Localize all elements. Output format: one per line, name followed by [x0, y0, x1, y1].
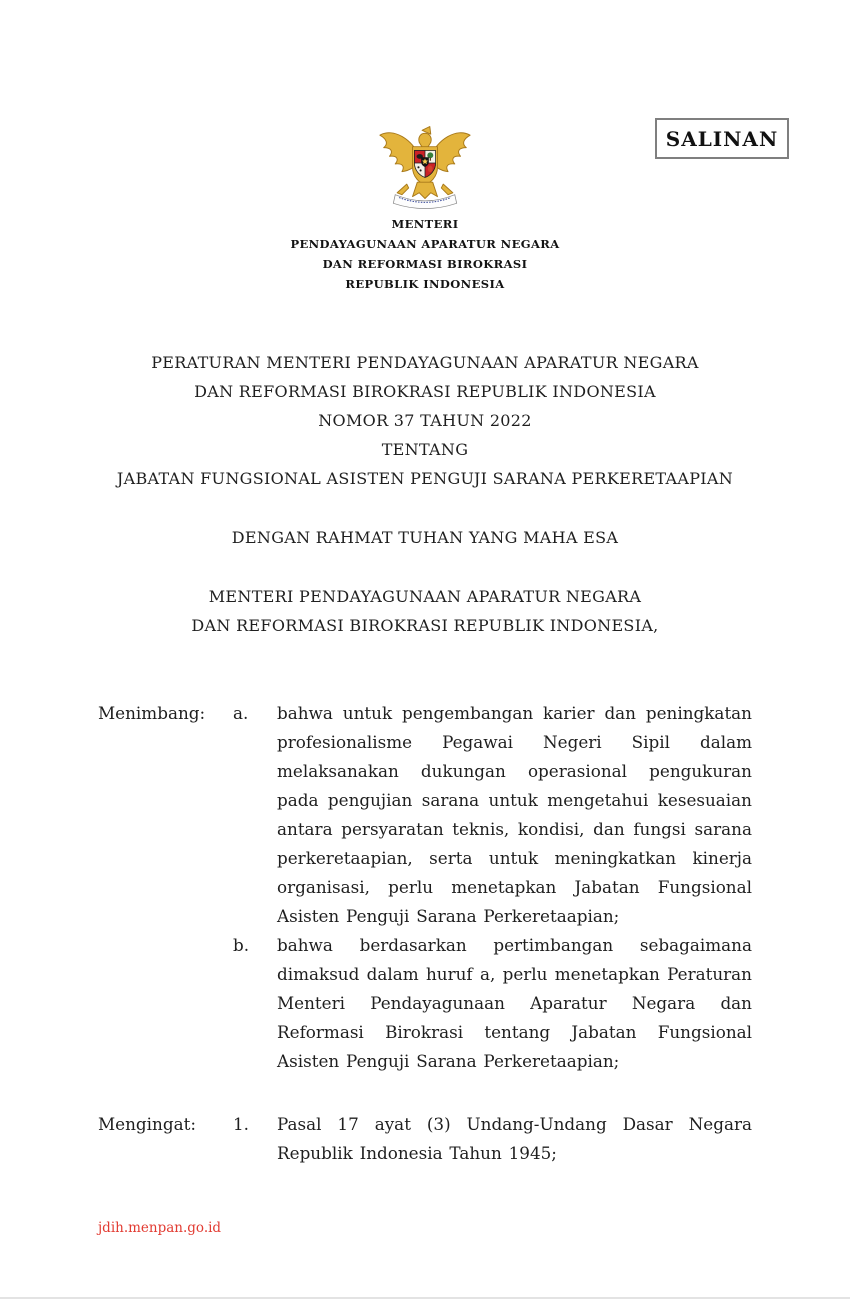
issuing-authority-line-2: DAN REFORMASI BIROKRASI REPUBLIK INDONESIA, [191, 616, 659, 635]
considering-item-b-text: bahwa berdasarkan pertimbangan sebagaimana dimaksud dalam huruf a, perlu menetapkan Peraturan Menteri Pendayagunaan Aparatur Negara dan Reformasi Birokrasi tentang Jabatan Fungsional Asisten Penguji Sarana Perkeretaapian; [277, 935, 752, 1071]
title-line-subject: JABATAN FUNGSIONAL ASISTEN PENGUJI SARANA PERKERETAAPIAN [116, 469, 734, 488]
considering-label: Menimbang: [98, 703, 206, 723]
considering-item-a [233, 699, 752, 931]
jdih-footer-link[interactable]: jdih.menpan.go.id [98, 1220, 222, 1236]
considering-item-b [233, 931, 752, 1076]
issuing-authority-line-1: MENTERI PENDAYAGUNAAN APARATUR NEGARA [208, 587, 642, 606]
letterhead-line-3: DAN REFORMASI BIROKRASI [322, 257, 528, 271]
letterhead [0, 214, 850, 294]
garuda-pancasila-icon [377, 114, 473, 212]
title-line-authority-2: DAN REFORMASI BIROKRASI REPUBLIK INDONESIA [194, 382, 656, 401]
recalling-item-1 [233, 1110, 752, 1168]
title-line-number: NOMOR 37 TAHUN 2022 [318, 411, 532, 430]
considering-section [98, 699, 752, 1076]
letterhead-line-2: PENDAYAGUNAAN APARATUR NEGARA [290, 237, 560, 251]
considering-item-a-text: bahwa untuk pengembangan karier dan peningkatan profesionalisme Pegawai Negeri Sipil dalam melaksanakan dukungan operasional pengukuran pada pengujian sarana untuk mengetahui kesesuaian antara persyaratan teknis, kondisi, dan fungsi sarana perkeretaapian, serta untuk meningkatkan kinerja organisasi, perlu menetapkan Jabatan Fungsional Asisten Penguji Sarana Perkeretaapian; [277, 703, 752, 926]
salinan-stamp [655, 118, 789, 159]
letterhead-line-1: MENTERI [391, 217, 459, 231]
garuda-pancasila-emblem [377, 114, 473, 212]
recalling-item-1-marker: 1. [233, 1114, 250, 1134]
recalling-item-1-text: Pasal 17 ayat (3) Undang-Undang Dasar Negara Republik Indonesia Tahun 1945; [277, 1114, 752, 1163]
recalling-label: Mengingat: [98, 1114, 196, 1134]
regulation-title [0, 348, 850, 493]
considering-item-a-marker: a. [233, 703, 249, 723]
title-line-authority: PERATURAN MENTERI PENDAYAGUNAAN APARATUR NEGARA [151, 353, 699, 372]
invocation-line: DENGAN RAHMAT TUHAN YANG MAHA ESA [231, 528, 619, 547]
recalling-section [98, 1110, 752, 1168]
salinan-stamp-label: SALINAN [665, 126, 779, 151]
issuing-authority [0, 582, 850, 640]
considering-item-b-marker: b. [233, 935, 250, 955]
title-line-tentang: TENTANG [381, 440, 469, 459]
letterhead-line-4: REPUBLIK INDONESIA [345, 277, 505, 291]
